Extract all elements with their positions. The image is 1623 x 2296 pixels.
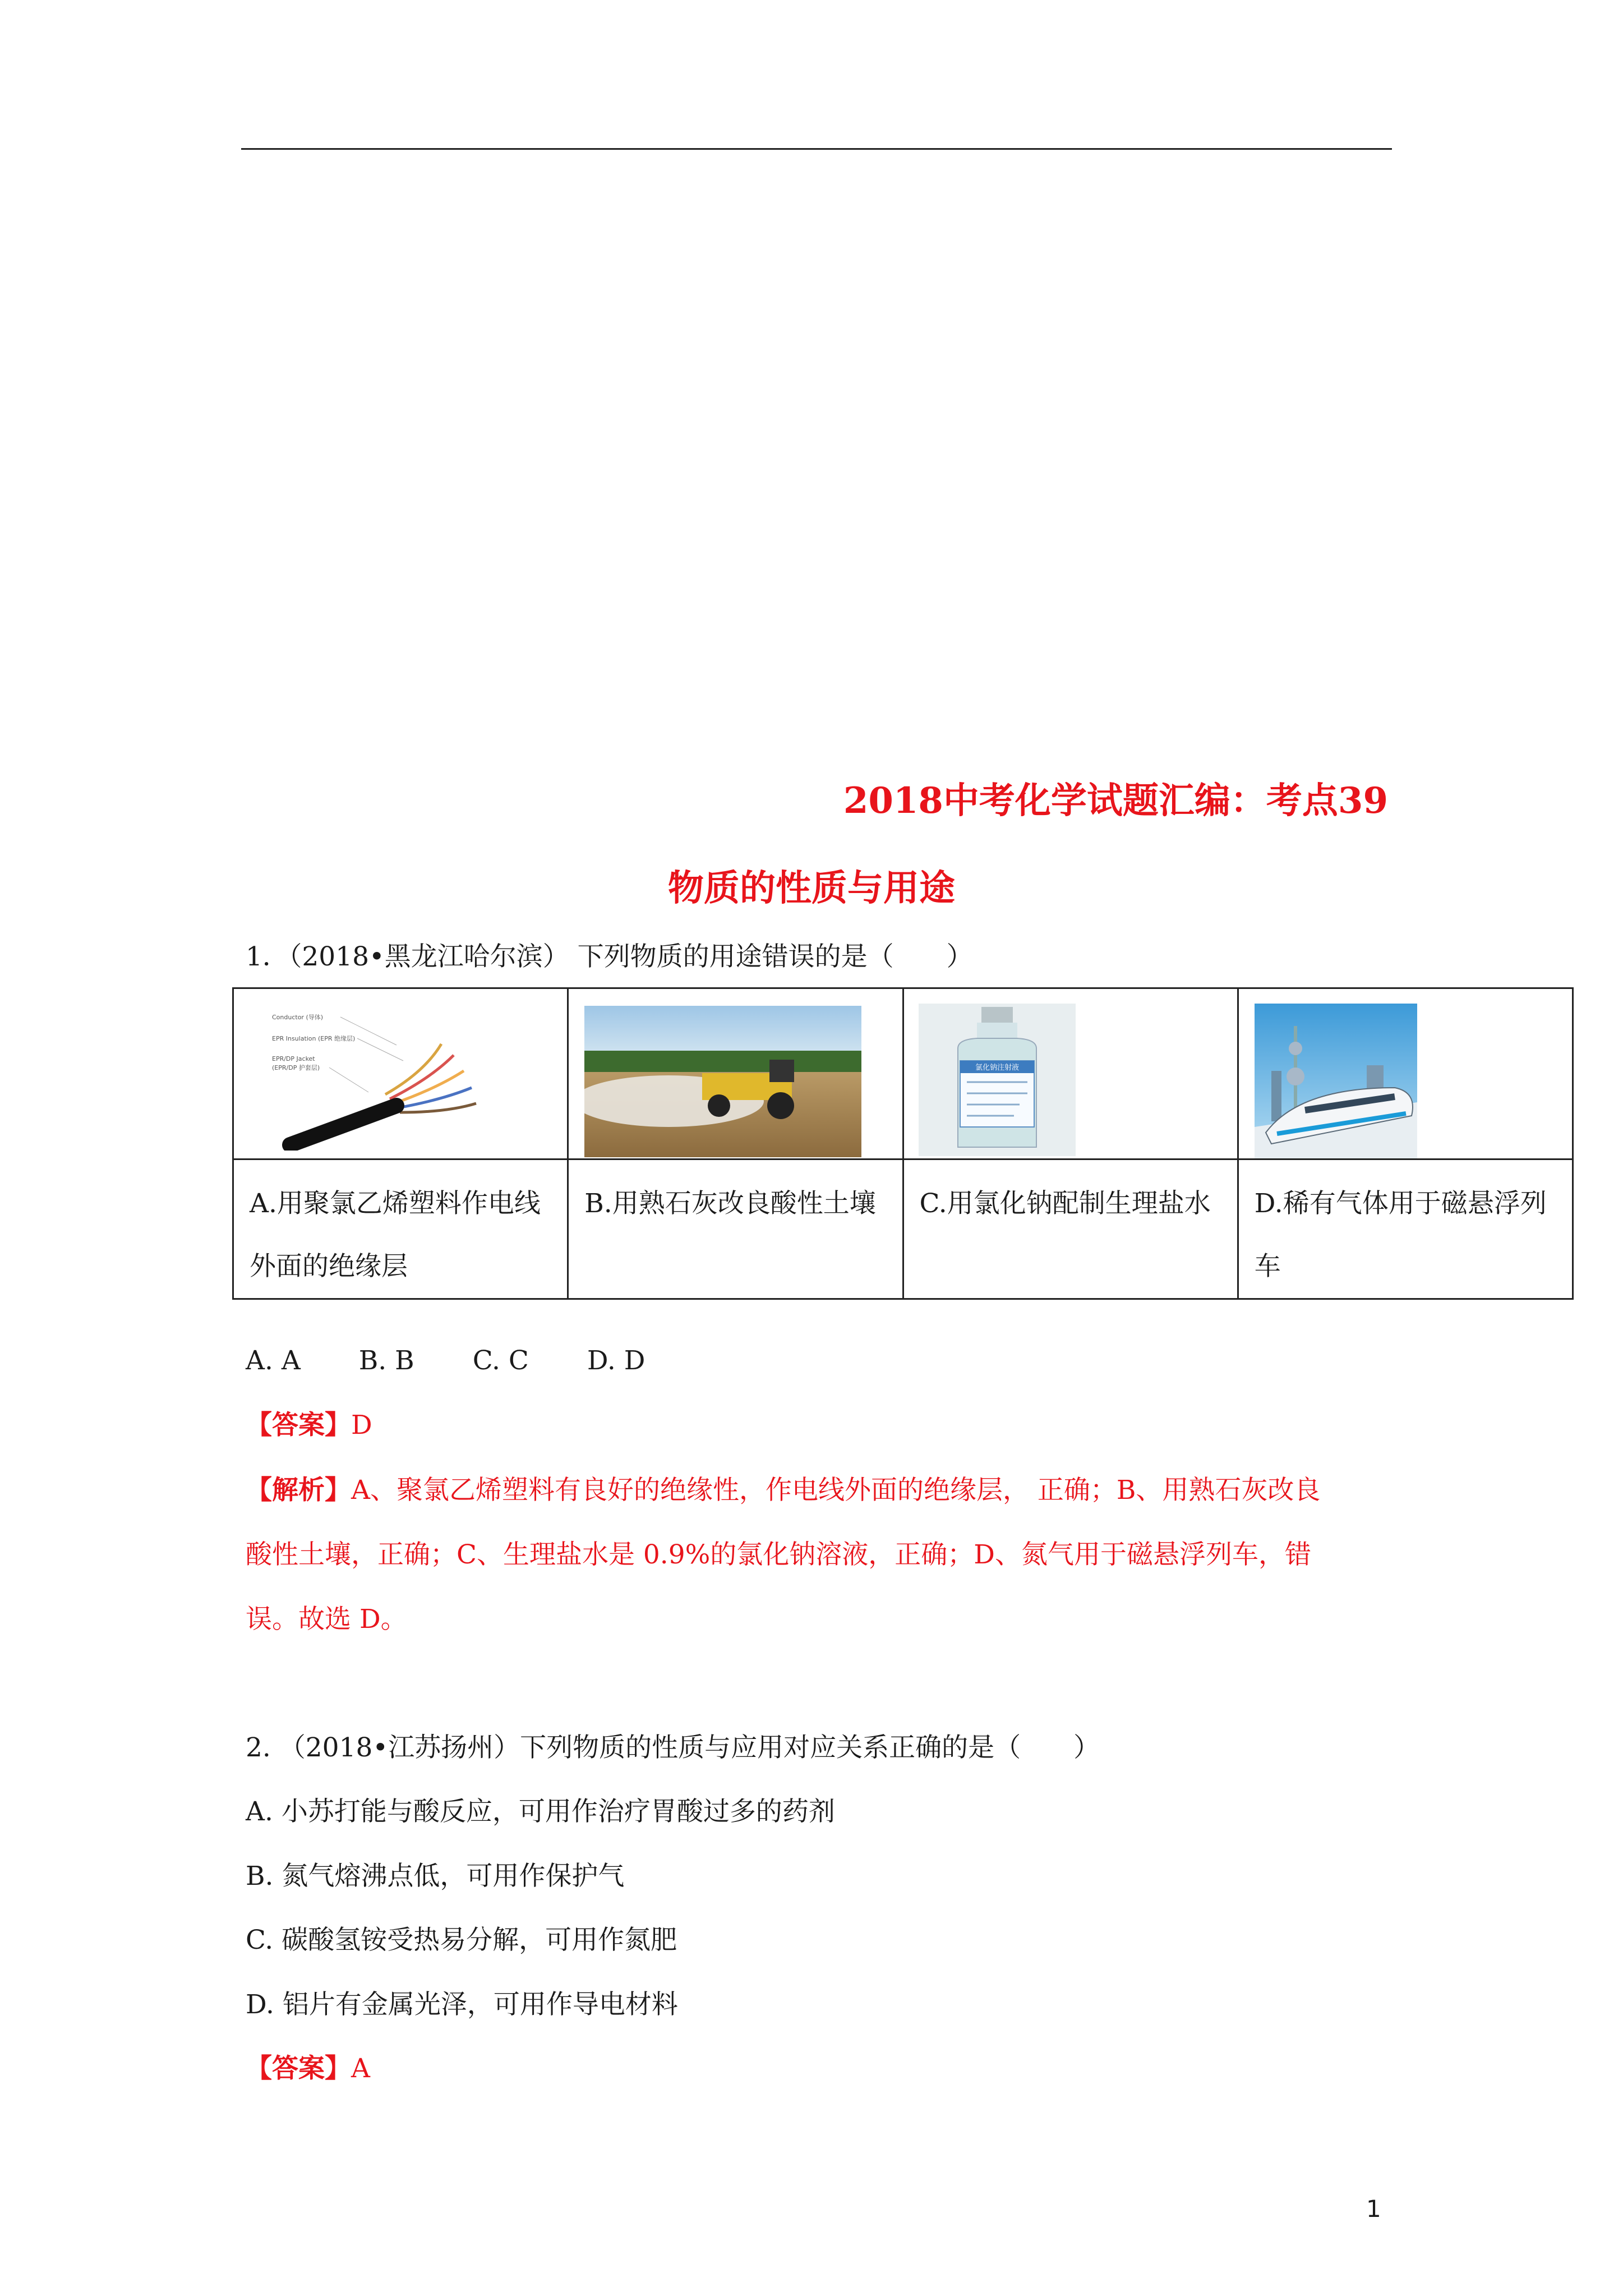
maglev-train-image (1255, 1004, 1417, 1158)
answer-tag: 【答案】 (246, 2053, 351, 2084)
answer-tag: 【答案】 (246, 1410, 351, 1441)
q2-option-b: B. 氮气熔沸点低，可用作保护气 (246, 1861, 625, 1892)
cell-text-d: D.稀有气体用于磁悬浮列车 (1238, 1159, 1573, 1299)
q2-answer (246, 2053, 370, 2085)
q1-options-table (232, 987, 1574, 1300)
cable-label-2: EPR Insulation (EPR 绝缘层) (272, 1035, 356, 1042)
q2-option-c: C. 碳酸氢铵受热易分解，可用作氮肥 (246, 1925, 677, 1955)
saline-bottle-image (919, 1004, 1076, 1156)
analysis-tag: 【解析】 (246, 1475, 351, 1506)
cell-image-b (568, 988, 903, 1159)
cable-label-1: Conductor (导体) (272, 1014, 324, 1021)
q1-options (246, 1345, 703, 1377)
q1-option-d: D. D (587, 1345, 645, 1376)
cell-text-c: C.用氯化钠配制生理盐水 (903, 1159, 1238, 1299)
q1-option-c: C. C (472, 1345, 529, 1376)
q1-option-a: A. A (246, 1345, 301, 1376)
cable-label-3: EPR/DP Jacket (272, 1055, 315, 1062)
tractor-field-image (584, 1006, 861, 1157)
cell-image-c (903, 988, 1238, 1159)
answer-value: D (351, 1410, 372, 1441)
cell-text-a: A.用聚氯乙烯塑料作电线外面的绝缘层 (233, 1159, 568, 1299)
cable-wires-image (256, 1005, 492, 1151)
q1-analysis-line-3: 误。故选 D。 (246, 1604, 407, 1635)
cell-text-b: B.用熟石灰改良酸性土壤 (568, 1159, 903, 1299)
q1-analysis-line-2: 酸性土壤，正确；C、生理盐水是 0.9%的氯化钠溶液，正确；D、氮气用于磁悬浮列车，错 (246, 1539, 1311, 1570)
answer-value: A (351, 2053, 370, 2084)
q2-stem: 2. （2018•江苏扬州）下列物质的性质与应用对应关系正确的是（ ） (246, 1732, 1100, 1763)
cell-image-a (233, 988, 568, 1159)
header-rule (241, 148, 1392, 150)
page-number: 1 (1366, 2195, 1381, 2223)
q1-option-b: B. B (358, 1345, 414, 1376)
cable-label-4: (EPR/DP 护套层) (272, 1064, 320, 1071)
q1-stem: 1．（2018•黑龙江哈尔滨） 下列物质的用途错误的是（ ） (246, 941, 973, 972)
bottle-label: 氯化钠注射液 (975, 1064, 1019, 1072)
document-subtitle: 物质的性质与用途 (668, 867, 955, 909)
q2-option-a: A. 小苏打能与酸反应，可用作治疗胃酸过多的药剂 (246, 1796, 835, 1827)
analysis-text-1: A、聚氯乙烯塑料有良好的绝缘性，作电线外面的绝缘层， 正确；B、用熟石灰改良 (351, 1475, 1321, 1506)
cell-image-d (1238, 988, 1573, 1159)
q1-analysis-line-1 (246, 1474, 1320, 1507)
q1-answer (246, 1409, 372, 1442)
q2-option-d: D. 铝片有金属光泽，可用作导电材料 (246, 1989, 678, 2020)
document-title: 2018中考化学试题汇编：考点39 (843, 780, 1388, 822)
